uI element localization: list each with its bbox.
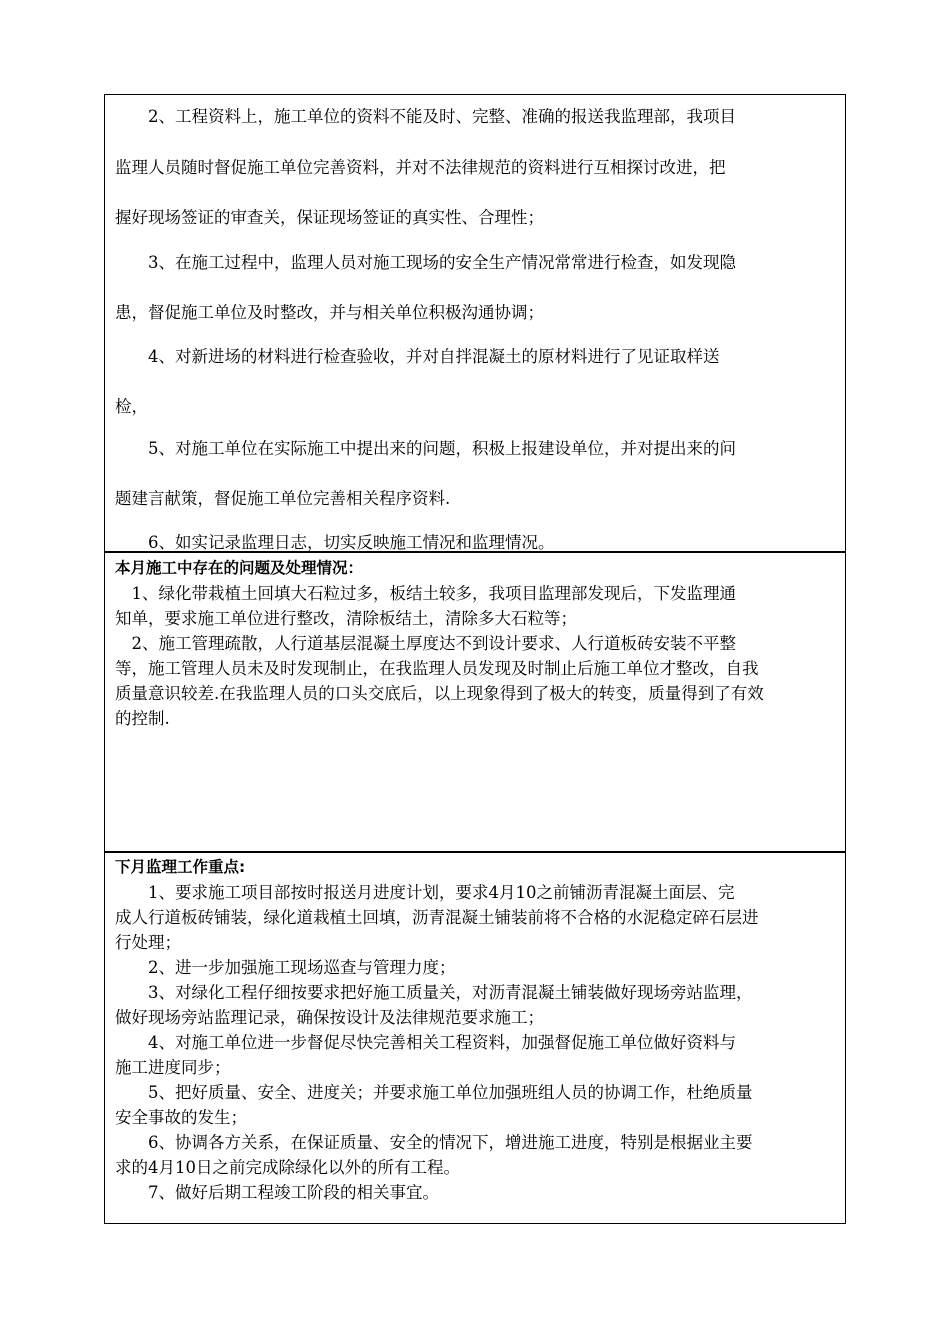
next-month-heading: 下月监理工作重点: xyxy=(115,858,246,876)
section3-line: 1、要求施工项目部按时报送月进度计划，要求4月10之前铺沥青混凝土面层、完 xyxy=(115,883,735,902)
section1-line: 监理人员随时督促施工单位完善资料，并对不法律规范的资料进行互相探讨改进，把 xyxy=(115,158,726,177)
section1-line: 2、工程资料上，施工单位的资料不能及时、完整、准确的报送我监理部，我项目 xyxy=(115,107,736,126)
section2-line: 的控制. xyxy=(115,709,170,728)
section1-line: 握好现场签证的审查关，保证现场签证的真实性、合理性； xyxy=(115,208,544,227)
section2-line: 2、施工管理疏散，人行道基层混凝土厚度达不到设计要求、人行道板砖安装不平整 xyxy=(115,634,736,653)
section2-line: 等，施工管理人员未及时发现制止，在我监理人员发现及时制止后施工单位才整改，自我 xyxy=(115,659,759,678)
section3-line: 施工进度同步； xyxy=(115,1058,231,1077)
section1-line: 3、在施工过程中，监理人员对施工现场的安全生产情况常常进行检查，如发现隐 xyxy=(115,253,736,272)
section1-line: 检， xyxy=(115,397,148,416)
section2-line: 1、绿化带栽植土回填大石粒过多，板结土较多，我项目监理部发现后，下发监理通 xyxy=(115,584,736,603)
section3-line: 3、对绿化工程仔细按要求把好施工质量关，对沥青混凝土铺装做好现场旁站监理， xyxy=(115,983,753,1002)
section1-line: 题建言献策，督促施工单位完善相关程序资料. xyxy=(115,489,451,508)
section3-line: 做好现场旁站监理记录，确保按设计及法律规范要求施工； xyxy=(115,1008,544,1027)
issues-heading: 本月施工中存在的问题及处理情况： xyxy=(115,559,364,577)
section3-line: 行处理； xyxy=(115,933,181,952)
section2-line: 知单，要求施工单位进行整改，清除板结土，清除多大石粒等； xyxy=(115,609,577,628)
section3-line: 2、进一步加强施工现场巡查与管理力度； xyxy=(115,958,456,977)
section1-line: 6、如实记录监理日志，切实反映施工情况和监理情况。 xyxy=(115,533,555,552)
section1-line: 5、对施工单位在实际施工中提出来的问题，积极上报建设单位，并对提出来的问 xyxy=(115,439,736,458)
section3-line: 4、对施工单位进一步督促尽快完善相关工程资料，加强督促施工单位做好资料与 xyxy=(115,1033,736,1052)
section3-line: 5、把好质量、安全、进度关；并要求施工单位加强班组人员的协调工作，杜绝质量 xyxy=(115,1083,753,1102)
section3-line: 6、协调各方关系，在保证质量、安全的情况下，增进施工进度，特别是根据业主要 xyxy=(115,1133,753,1152)
section3-line: 求的4月10日之前完成除绿化以外的所有工程。 xyxy=(115,1158,460,1177)
section2-line: 质量意识较差.在我监理人员的口头交底后，以上现象得到了极大的转变，质量得到了有效 xyxy=(115,684,764,703)
section1-line: 患，督促施工单位及时整改，并与相关单位积极沟通协调； xyxy=(115,303,544,322)
section3-line: 安全事故的发生； xyxy=(115,1108,247,1127)
section3-line: 7、做好后期工程竣工阶段的相关事宜。 xyxy=(115,1183,439,1202)
section1-line: 4、对新进场的材料进行检查验收，并对自拌混凝土的原材料进行了见证取样送 xyxy=(115,347,720,366)
section3-line: 成人行道板砖铺装，绿化道栽植土回填，沥青混凝土铺装前将不合格的水泥稳定碎石层进 xyxy=(115,908,759,927)
